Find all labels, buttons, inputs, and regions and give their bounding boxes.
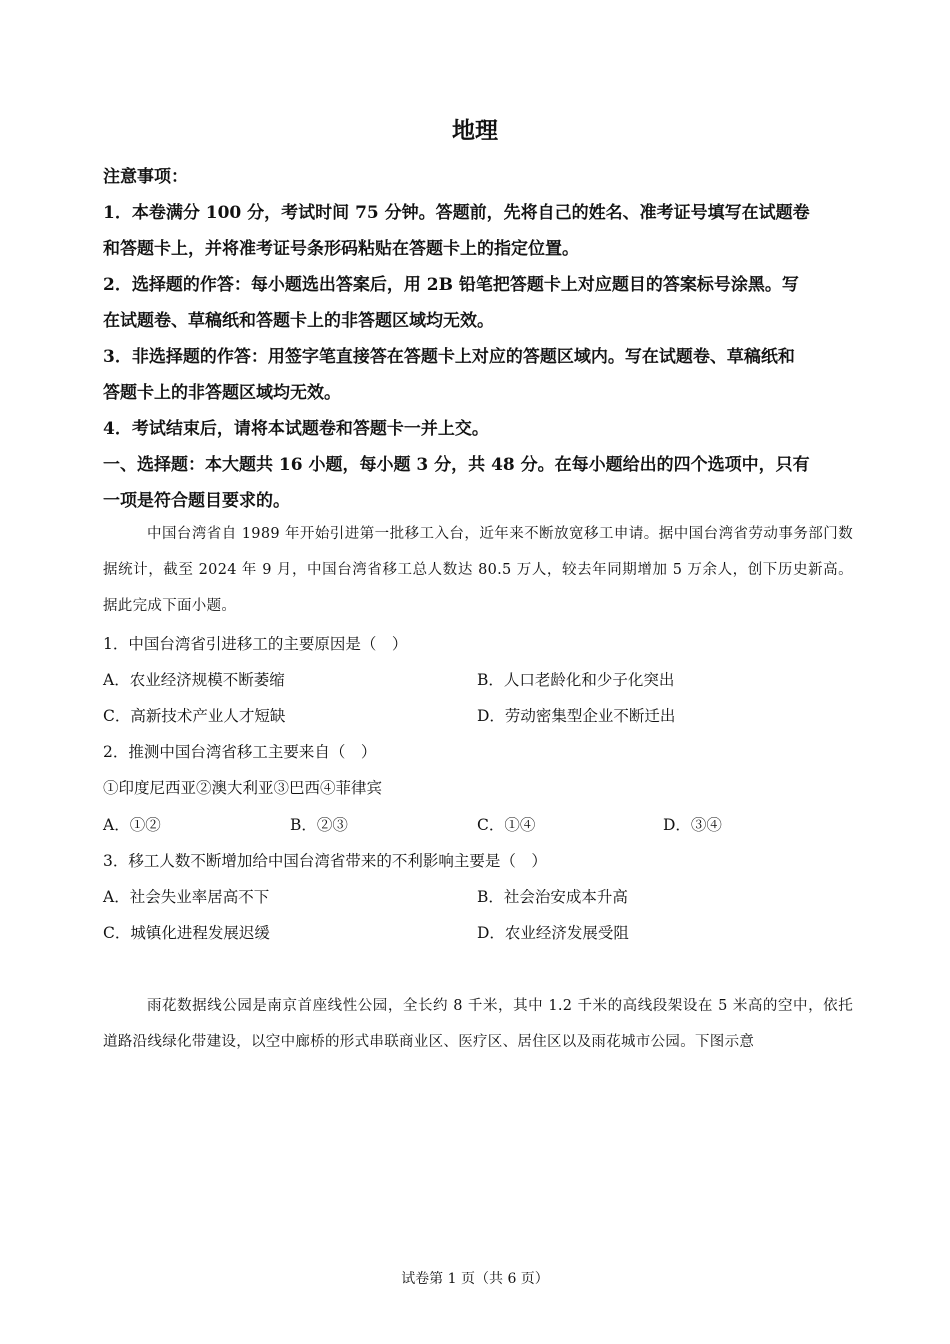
notice-line: 1．本卷满分 100 分，考试时间 75 分钟。答题前，先将自己的姓名、准考证号填写在试题卷 (103, 203, 810, 223)
question-3-option-d: D．农业经济发展受阻 (477, 924, 629, 942)
question-2-option-a: A．①② (103, 816, 161, 834)
question-3-stem: 3．移工人数不断增加给中国台湾省带来的不利影响主要是（ ） (103, 852, 547, 870)
question-2-stem: 2．推测中国台湾省移工主要来自（ ） (103, 743, 377, 761)
notice-line: 答题卡上的非答题区域均无效。 (103, 383, 341, 403)
question-2-option-c: C．①④ (477, 816, 536, 834)
question-2-items: ①印度尼西亚②澳大利亚③巴西④菲律宾 (103, 779, 383, 797)
passage-1: 中国台湾省自 1989 年开始引进第一批移工入台，近年来不断放宽移工申请。据中国台湾省劳动事务部门数据统计，截至 2024 年 9 月，中国台湾省移工总人数达 80.5 万人，较去年同期增加 5 万余人，创下历史新高。据此完成下面小题。 (103, 526, 853, 614)
question-3-option-c: C．城镇化进程发展迟缓 (103, 924, 270, 942)
section-heading: 一项是符合题目要求的。 (103, 491, 290, 511)
notice-line: 3．非选择题的作答：用签字笔直接答在答题卡上对应的答题区域内。写在试题卷、草稿纸和 (103, 347, 795, 367)
page-title: 地理 (452, 118, 498, 144)
notice-line: 和答题卡上，并将准考证号条形码粘贴在答题卡上的指定位置。 (103, 239, 579, 259)
section-heading: 一、选择题：本大题共 16 小题，每小题 3 分，共 48 分。在每小题给出的四个选项中，只有 (103, 455, 810, 475)
question-1-option-a: A．农业经济规模不断萎缩 (103, 671, 285, 689)
question-1-option-d: D．劳动密集型企业不断迁出 (477, 707, 676, 725)
question-2-option-b: B．②③ (290, 816, 348, 834)
passage-2: 雨花数据线公园是南京首座线性公园，全长约 8 千米，其中 1.2 千米的高线段架设在 5 米高的空中，依托道路沿线绿化带建设，以空中廊桥的形式串联商业区、医疗区、居住区以及雨花城市公园。下图示意 (103, 998, 853, 1050)
notice-line: 4．考试结束后，请将本试题卷和答题卡一并上交。 (103, 419, 489, 439)
notice-line: 2．选择题的作答：每小题选出答案后，用 2B 铅笔把答题卡上对应题目的答案标号涂黑。写 (103, 275, 799, 295)
question-1-option-b: B．人口老龄化和少子化突出 (477, 671, 675, 689)
notice-heading: 注意事项： (103, 167, 188, 187)
question-3-option-b: B．社会治安成本升高 (477, 888, 628, 906)
question-2-option-d: D．③④ (663, 816, 722, 834)
question-3-option-a: A．社会失业率居高不下 (103, 888, 270, 906)
question-1-option-c: C．高新技术产业人才短缺 (103, 707, 286, 725)
notice-line: 在试题卷、草稿纸和答题卡上的非答题区域均无效。 (103, 311, 494, 331)
question-1-stem: 1．中国台湾省引进移工的主要原因是（ ） (103, 635, 408, 653)
page-footer: 试卷第 1 页（共 6 页） (401, 1271, 549, 1287)
